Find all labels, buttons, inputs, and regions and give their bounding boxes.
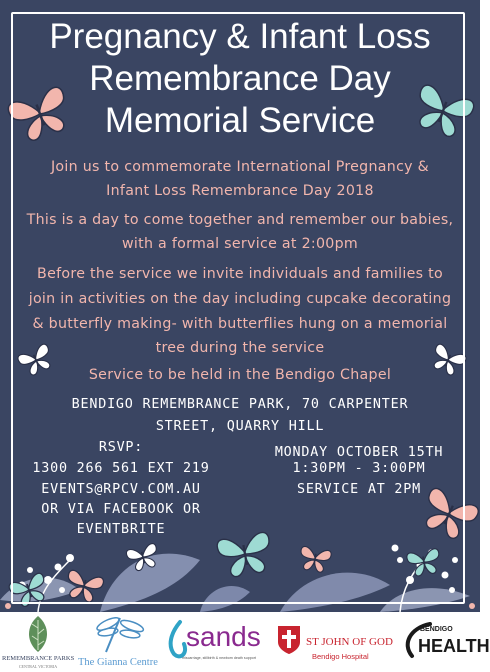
venue-line-2: STREET, QUARRY HILL [155,419,325,434]
st-john-name: ST JOHN OF GOD [306,636,393,648]
bendigo-health-logo [402,620,490,670]
health-label: HEALTH [418,636,490,656]
intro-line-2: Infant Loss Remembrance Day 2018 [106,183,374,199]
intro-line-4: with a formal service at 2:00pm [121,236,359,252]
title-line-1: Pregnancy & Infant Loss [49,17,431,56]
st-john-sub: Bendigo Hospital [312,652,369,661]
rsvp-label: RSVP: [98,440,144,455]
rsvp-platform: EVENTBRITE [76,522,166,537]
sands-drop-icon [166,620,188,660]
rsvp-email: EVENTS@RPCV.COM.AU [41,482,201,497]
remembrance-parks-name: REMEMBRANCE PARKS [2,655,75,662]
sands-tagline: miscarriage, stillbirth & newborn death support [182,656,256,660]
event-date: MONDAY OCTOBER 15TH [274,445,444,460]
sponsor-footer [0,612,490,672]
rsvp-via: OR VIA FACEBOOK OR [41,502,201,517]
pink-butterfly-icon [62,566,106,606]
event-time: 1:30PM - 3:00PM [292,461,426,476]
sands-logo [166,618,274,670]
title-line-3: Memorial Service [104,101,376,140]
st-john-of-god-logo [276,620,400,670]
leaf-emblem-icon [2,614,74,654]
gianna-centre-logo [74,614,166,670]
rsvp-phone: 1300 266 561 EXT 219 [32,461,210,476]
title-line-2: Remembrance Day [89,59,391,98]
venue-line-1: BENDIGO REMEMBRANCE PARK, 70 CARPENTER [71,397,409,412]
pink-butterfly-icon [296,542,334,576]
dragonfly-icon [94,614,144,654]
cross-emblem-icon [276,624,302,656]
service-time: SERVICE AT 2PM [296,482,422,497]
gianna-centre-name: The Gianna Centre [78,657,158,668]
intro-line-6: join in activities on the day including cupcake decorating [28,291,452,307]
intro-line-9: Service to be held in the Bendigo Chapel [88,367,392,383]
mint-butterfly-icon [6,570,52,610]
bendigo-label: BENDIGO [420,626,453,633]
sands-name: sands [186,621,261,652]
intro-line-3: This is a day to come together and remember our babies, [26,212,454,228]
white-butterfly-icon [124,540,162,574]
intro-line-1: Join us to commemorate International Pregnancy & [50,159,430,175]
remembrance-parks-sub: CENTRAL VICTORIA [18,664,58,669]
intro-line-7: & butterfly making- with butterflies hung on a memorial [32,316,448,332]
remembrance-parks-logo [2,614,74,670]
intro-line-5: Before the service we invite individuals and families to [37,266,443,282]
intro-line-8: tree during the service [155,340,325,356]
mint-butterfly-icon [404,544,444,580]
